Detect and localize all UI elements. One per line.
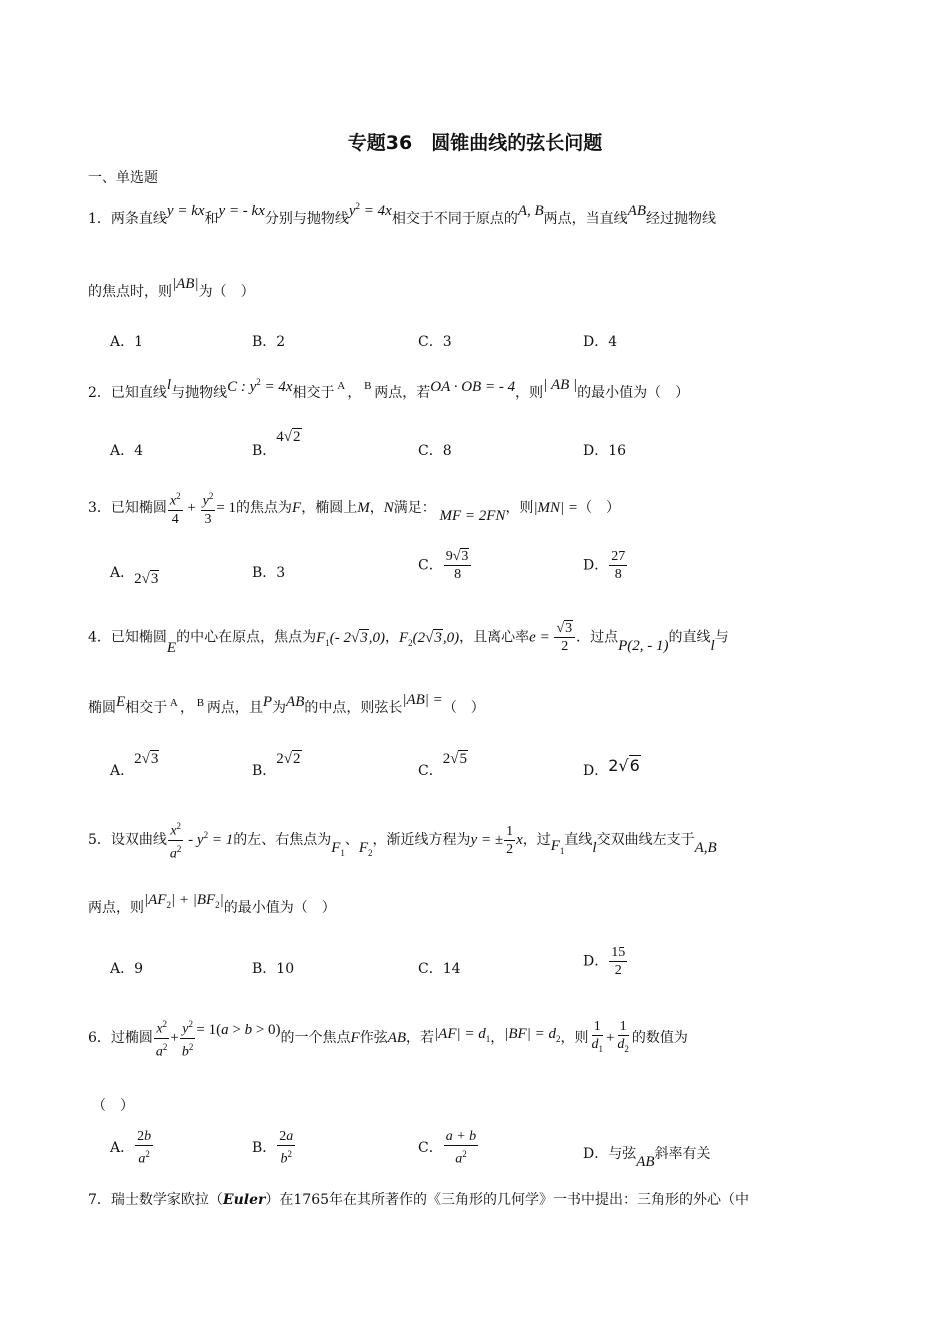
q3-option-a: A．2√3: [110, 565, 159, 587]
q5-option-c: C．14: [418, 961, 461, 977]
q1-option-b: B．2: [252, 334, 286, 350]
page-title: 专题36 圆锥曲线的弦长问题: [347, 132, 603, 154]
question-1-line-2: 的焦点时，则|AB|为（ ）: [88, 276, 255, 300]
section-heading: 一、单选题: [88, 170, 158, 186]
q6-option-b: B． $\frac{2a}{b^2}$: [252, 1129, 294, 1167]
question-2: 2．已知直线l与抛物线C : $y^2 = 4x$相交于 $^A$ ， $^B$ 两点，若OA · OB = - 4，则| AB |的最小值为（ ）: [88, 377, 690, 401]
question-4-line-1: 4．已知椭圆E的中心在原点，焦点为$F_1(-$ 2√3,0)，$F_2(2√3,0)$，且离心率e = $\frac{√3}{2}$ ．过点P(2, - 1)的直线l与: [88, 621, 729, 656]
q2-option-d: D．16: [583, 443, 627, 459]
q6-option-a: A． $\frac{2b}{a^2}$: [110, 1129, 152, 1167]
q2-option-a: A．4: [110, 443, 144, 459]
question-6-line-1: 6．过椭圆 $\frac{x^2}{a^2}$ + $\frac{y^2}{b^2}$ = 1(a > b > 0)的一个焦点F作弦AB，若$|AF| = d_1$，$|BF| = d_2$，则 $\frac{1}{d_1}$ + $\frac{1}{d_2}$ 的数值为: [88, 1016, 688, 1060]
q2-option-c: C．8: [418, 443, 452, 459]
q1-option-d: D．4: [583, 334, 618, 350]
q3-option-c: C． $\frac{9√3}{8}$: [418, 548, 472, 583]
q6-option-c: C． $\frac{a + b}{a^2}$: [418, 1129, 477, 1167]
q1-option-c: C．3: [418, 334, 452, 350]
question-3: 3．已知椭圆 $\frac{x^2}{4}$ + $\frac{y^2}{3}$ = 1的焦点为F，椭圆上M，N满足： MF = 2FN，则|MN| =（ ）: [88, 488, 620, 528]
q3-option-d: D． $\frac{27}{8}$: [583, 549, 626, 582]
q5-option-d: D． $\frac{15}{2}$: [583, 945, 626, 978]
q5-option-a: A．9: [110, 961, 144, 977]
question-1-line-1: 1．两条直线y = kx和y = - kx分别与抛物线$y^2 = 4x$相交于不同于原点的A, B两点，当直线AB经过抛物线: [88, 201, 716, 227]
question-5-line-2: 两点，则$|AF_2| + |BF_2|$的最小值为（ ）: [88, 892, 336, 916]
q3-option-b: B．3: [252, 565, 286, 581]
q2-option-b: B．4√2: [252, 429, 301, 459]
q4-option-d: D．2√6: [583, 756, 640, 779]
question-6-line-2: （ ）: [92, 1098, 134, 1114]
question-5-line-1: 5．设双曲线 $\frac{x^2}{a^2}$ - $y^2 = 1$的左、右焦点为$F_1$、$F_2$，渐近线方程为y = ± $\frac{1}{2}$ x，过$F_1$直线l交双曲线左支于A,B: [88, 818, 717, 862]
question-4-line-2: 椭圆E相交于 $^A$ ， $^B$ 两点，且P为AB的中点，则弦长|AB| =（ ）: [88, 692, 485, 716]
question-7: 7．瑞士数学家欧拉（Euler）在1765年在其所著作的《三角形的几何学》一书中提出：三角形的外心（中: [88, 1192, 750, 1208]
q6-option-d: D．与弦AB斜率有关: [583, 1146, 711, 1170]
q5-option-b: B．10: [252, 961, 295, 977]
q1-option-a: A．1: [110, 334, 144, 350]
q4-option-a: A．2√3: [110, 751, 159, 779]
q4-option-b: B．2√2: [252, 751, 301, 779]
q4-option-c: C．2√5: [418, 751, 467, 779]
